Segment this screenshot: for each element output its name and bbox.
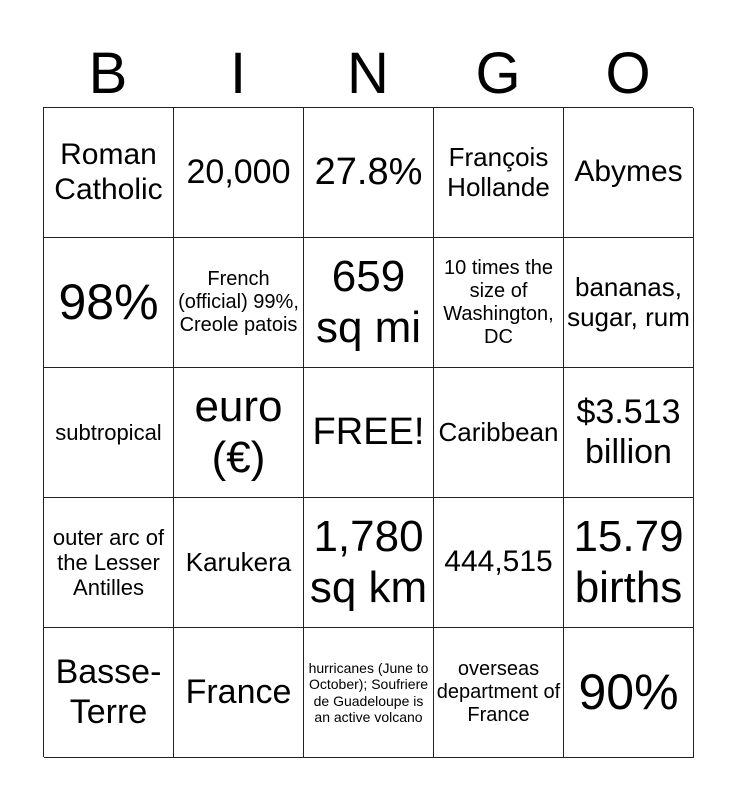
bingo-cell-r2c1[interactable] [44,238,174,368]
bingo-cell-r5c3[interactable] [304,628,434,758]
header-letter-o: O [605,41,651,106]
bingo-cell-r3c2[interactable] [174,368,304,498]
cell-text: hurricanes (June to October); Soufriere de Guadeloupe is an active volcano [308,660,429,725]
cell-text: FREE! [312,410,425,453]
cell-text: 27.8% [314,150,423,193]
bingo-cell-r1c1[interactable] [44,108,174,238]
cell-text: Roman Catholic [54,138,163,206]
header-letter-i: I [229,41,247,106]
cell-text: Karukera [185,546,292,577]
bingo-cell-r1c3[interactable] [304,108,434,238]
bingo-cell-r4c5[interactable] [564,498,694,628]
bingo-cell-r1c2[interactable] [174,108,304,238]
bingo-cell-r3c1[interactable] [44,368,174,498]
bingo-cell-r2c5[interactable] [564,238,694,368]
bingo-cell-r4c4[interactable] [434,498,564,628]
bingo-cell-r4c2[interactable] [174,498,304,628]
bingo-cell-r4c3[interactable] [304,498,434,628]
cell-text: Abymes [574,155,683,189]
cell-text: 1,780 sq km [309,511,428,612]
bingo-cell-r1c4[interactable] [434,108,564,238]
cell-text: bananas, sugar, rum [567,271,690,332]
bingo-cell-r2c3[interactable] [304,238,434,368]
header-letter-n: N [347,41,389,106]
cell-text: 98% [58,273,159,330]
cell-text: Caribbean [438,416,559,447]
bingo-cell-r2c4[interactable] [434,238,564,368]
cell-text: $3.513 billion [576,393,681,471]
bingo-cell-r2c2[interactable] [174,238,304,368]
header-letter-b: B [88,41,128,106]
bingo-cell-r1c5[interactable] [564,108,694,238]
cell-text: France [185,672,292,711]
cell-text: 15.79 births [573,511,684,612]
bingo-cell-r4c1[interactable] [44,498,174,628]
cell-text: French (official) 99%, Creole patois [178,268,299,336]
bingo-cell-r5c5[interactable] [564,628,694,758]
cell-text: François Hollande [447,141,550,202]
bingo-cell-r3c3-free[interactable] [304,368,434,498]
cell-text: outer arc of the Lesser Antilles [52,524,165,601]
bingo-cell-r5c4[interactable] [434,628,564,758]
cell-text: 444,515 [444,545,553,579]
bingo-header [43,40,693,108]
bingo-board [43,107,693,757]
bingo-cell-r5c1[interactable] [44,628,174,758]
cell-text: 10 times the size of Washington, DC [443,256,554,348]
bingo-cell-r3c5[interactable] [564,368,694,498]
bingo-cell-r3c4[interactable] [434,368,564,498]
cell-text: 90% [578,663,679,720]
cell-text: subtropical [55,419,162,445]
cell-text: euro (€) [194,381,283,482]
cell-text: 659 sq mi [315,251,422,352]
cell-text: Basse-Terre [55,653,162,731]
cell-text: 20,000 [186,152,291,191]
cell-text: overseas department of France [436,658,561,726]
bingo-cell-r5c2[interactable] [174,628,304,758]
header-letter-g: G [475,41,521,106]
